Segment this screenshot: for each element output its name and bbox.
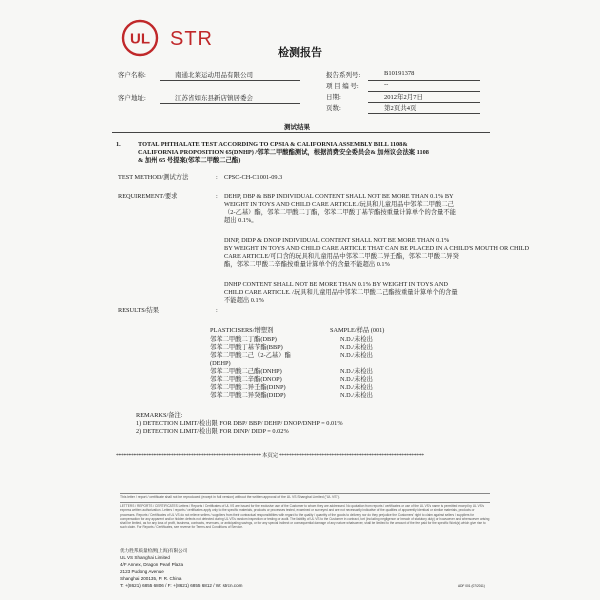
table-row-plasticiser: 邻苯二甲酸二异壬酯(DINP) xyxy=(210,384,286,391)
address-underline xyxy=(160,103,300,104)
item-no-value: -- xyxy=(384,81,389,88)
table-row-plasticiser: 邻苯二甲酸二异癸酯(DIDP) xyxy=(210,392,286,399)
req1-line2: WEIGHT IN TOYS AND CHILD CARE ARTICLE./玩具和儿童用品中邻苯二甲酸二己 xyxy=(224,201,454,208)
footer-notice: This letter / report / certificate shall not be reproduced (except in full version) without the written approval of the UL VS Shanghai Limited ("UL VS"). xyxy=(120,495,340,499)
requirement-colon: : xyxy=(216,193,218,200)
req2-line2: BY WEIGHT IN TOYS AND CHILD CARE ARTICLE THAT CAN BE PLACED IN A CHILD'S MOUTH OR CHILD xyxy=(224,245,530,252)
form-code: ADF 001 (07/2011) xyxy=(458,584,485,588)
pages-underline xyxy=(368,113,480,114)
pages-label: 页数: xyxy=(326,105,341,112)
table-row-plasticiser: 邻苯二甲酸丁基苄酯(BBP) xyxy=(210,344,283,351)
address-line-city: Shanghai 200135, P. R. China xyxy=(120,576,182,581)
remarks-title: REMARKS/备注: xyxy=(136,412,183,419)
table-row-plasticiser: 邻苯二甲酸二丁酯(DBP) xyxy=(210,336,277,343)
address-value: 江苏省如东县新店镇居委会 xyxy=(175,95,253,102)
item-no-label: 项 目 编 号: xyxy=(326,83,359,90)
address-label: 客户地址: xyxy=(118,95,146,102)
table-row-result: N.D./未检出 xyxy=(340,368,373,375)
req1-line4: 超出 0.1%。 xyxy=(224,217,258,224)
section-title: 测试结果 xyxy=(284,123,310,131)
section-divider xyxy=(112,132,490,133)
end-of-page-marker: ********************************************************** 本页完 ********************************************************** xyxy=(116,453,424,459)
ul-logo-text: UL xyxy=(130,30,150,48)
table-row-plasticiser: 邻苯二甲酸二己酯(DNHP) xyxy=(210,368,282,375)
results-label: RESULTS/结果 xyxy=(118,307,160,314)
table-header-plasticisers: PLASTICISERS/增塑剂 xyxy=(210,327,274,334)
table-row-result: N.D./未检出 xyxy=(340,384,373,391)
req1-line3: （2-乙基）酯，邻苯二甲酸二丁酯，邻苯二甲酸丁基苄酯按重量计算单个的含量不能 xyxy=(224,209,456,216)
requirement-label: REQUIREMENT/要求 xyxy=(118,193,178,200)
client-label: 客户名称: xyxy=(118,72,146,79)
footer-divider-top xyxy=(120,493,490,494)
date-value: 2012年2月7日 xyxy=(384,94,423,101)
test-heading-line1: TOTAL PHTHALATE TEST ACCORDING TO CPSIA & CALIFORNIA ASSEMBLY BILL 1108& xyxy=(138,141,408,148)
table-row-plasticiser: 邻苯二甲酸二己（2-乙基）酯 xyxy=(210,352,291,359)
remarks-line2: 2) DETECTION LIMIT/检出限 FOR DINP/ DIDP = 0.02% xyxy=(136,428,289,435)
address-line-building: 4/F Annex, Dragon Pearl Plaza xyxy=(120,562,184,567)
document-title: 检测报告 xyxy=(278,46,322,59)
table-row-plasticiser: 邻苯二甲酸二辛酯(DNOP) xyxy=(210,376,282,383)
ul-logo-icon xyxy=(120,18,160,58)
report-no-value: B10191378 xyxy=(384,70,415,77)
client-underline xyxy=(160,80,300,81)
brand-name: STR xyxy=(170,28,213,50)
date-label: 日期: xyxy=(326,94,341,101)
req1-line1: DEHP, DBP & BBP INDIVIDUAL CONTENT SHALL NOT BE MORE THAN 0.1% BY xyxy=(224,193,454,200)
req2-line4: 酯，邻苯二甲酸二辛酯按重量计算单个的含量不能超出 0.1% xyxy=(224,261,390,268)
client-value: 南通北莱运动用品有限公司 xyxy=(175,72,253,79)
company-name-cn: 优力胜邦质量检测(上海)有限公司 xyxy=(120,548,188,553)
table-row-result: N.D./未检出 xyxy=(340,336,373,343)
table-row-result: N.D./未检出 xyxy=(340,392,373,399)
req3-line2: CHILD CARE ARTICLE. /玩具和儿童用品中邻苯二甲酸二己酯按重量计算单个的含量 xyxy=(224,289,458,296)
results-colon: : xyxy=(216,307,218,314)
test-heading-line3: & 加州 65 号提案(邻苯二甲酸二己酯) xyxy=(138,157,241,164)
test-number: 1. xyxy=(116,141,121,148)
method-label: TEST METHOD/测试方法 xyxy=(118,174,189,181)
req2-line3: CARE ARTICLE/可口含的玩具和儿童用品中邻苯二甲酸二异壬酯，邻苯二甲酸二异癸 xyxy=(224,253,459,260)
company-name-en: UL VS Shanghai Limited xyxy=(120,555,170,560)
pages-value: 第2页共4页 xyxy=(384,105,417,112)
table-row-plasticiser: (DEHP) xyxy=(210,360,231,367)
table-row-result: N.D./未检出 xyxy=(340,344,373,351)
address-line-street: 2123 Pudong Avenue xyxy=(120,569,164,574)
remarks-line1: 1) DETECTION LIMIT/检出限 FOR DBP/ BBP/ DEHP/ DNOP/DNHP = 0.01% xyxy=(136,420,343,427)
test-heading-line2: CALIFORNIA PROPOSITION 65(DNHP) /邻苯二甲酸酯测试，根据消费安全委员会& 加州议会法案 1108 xyxy=(138,149,429,156)
footer-terms: LETTERS / REPORTS / CERTIFICATES Letters / Reports / Certificates of UL VS are issued for the exclusive use of the Customer to whom they are addressed. No quotation from reports / certificates or use of the UL VS's name is permitted except by UL VS's express written authorization. Letters / reports / certificates apply only to the specific materials, products or processes tested, examined or surveyed and are not necessarily indicative of the qualities of apparently identical or similar materials, products or processes. Reports / Certificates of UL VS do not relieve sellers / suppliers from their contractual responsibilities with regard to the quality / quantity of the goods to delivery nor do they prejudice the Customers' right to claim against sellers / suppliers for compensation for any apparent and/or hidden defects not detected during UL VS's random inspection or testing or audit. The liability of UL VS to the Customer in contract, tort (including negligence or breach of statutory duty) or howsoever and whensoever arising shall be limited, as for any loss of profit, business, contracts, revenues, or anticipating savings, or for any special indirect or consequential damage of any nature whatsoever, shall be limited to the amount of the fee paid for the specific Work(s) which give rise to such claim. For Reports / Certificates, see reverse for Terms and Conditions of Service. xyxy=(120,504,490,530)
contact-line: T: +(8621) 6855 6806 / F: +(8621) 6855 6812 / W: strcn.com xyxy=(120,583,243,588)
method-value: CPSC-CH-C1001-09.3 xyxy=(224,174,283,181)
report-no-label: 报告系列号: xyxy=(326,72,361,79)
footer-divider-mid xyxy=(120,502,490,503)
table-row-result: N.D./未检出 xyxy=(340,352,373,359)
req3-line3: 不能超出 0.1% xyxy=(224,297,264,304)
method-colon: : xyxy=(216,174,218,181)
req3-line1: DNHP CONTENT SHALL NOT BE MORE THAN 0.1% BY WEIGHT IN TOYS AND xyxy=(224,281,448,288)
table-row-result: N.D./未检出 xyxy=(340,376,373,383)
table-header-sample: SAMPLE/样品 (001) xyxy=(330,327,385,334)
req2-line1: DINP, DIDP & DNOP INDIVIDUAL CONTENT SHALL NOT BE MORE THAN 0.1% xyxy=(224,237,450,244)
